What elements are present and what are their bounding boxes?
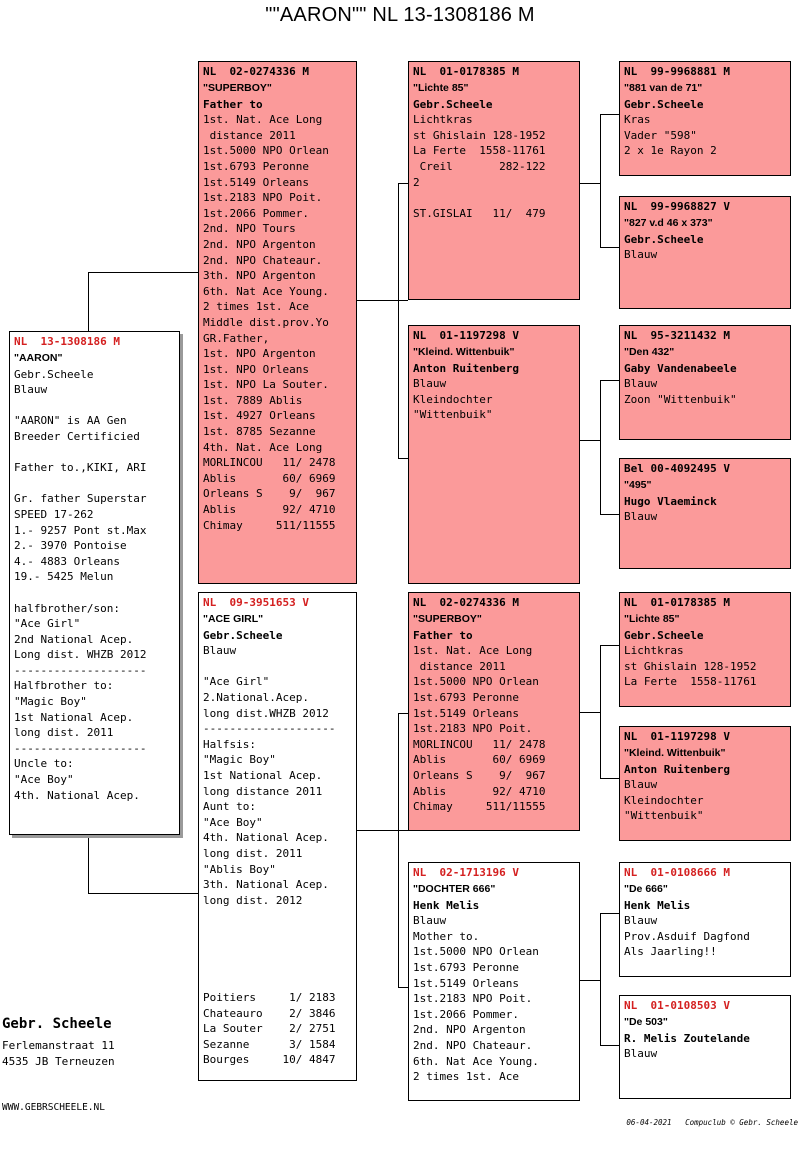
info-line: Gebr.Scheele [413, 97, 493, 111]
info-line: 6th. Nat Ace Young. [203, 284, 329, 298]
pigeon-name: "Kleind. Wittenbuik" [413, 346, 515, 358]
ring-number: NL 99-9968881 M [624, 65, 730, 78]
info-line: 1st.5149 Orleans [413, 706, 519, 720]
race-result: La Souter 2/ 2751 [203, 1022, 336, 1036]
info-line: 1st.2183 NPO Poit. [413, 992, 533, 1006]
info-line: 1st.6793 Peronne [203, 159, 309, 173]
dam-sire-dam-card [619, 726, 791, 841]
info-line: "Magic Boy" [14, 695, 87, 709]
info-line: distance 2011 [203, 128, 296, 142]
info-line: 1st National Acep. [203, 768, 323, 782]
info-line: ST.GISLAI 11/ 479 [413, 206, 546, 220]
info-line: Blauw [624, 510, 658, 524]
info-line: 1st. 4927 Orleans [203, 409, 316, 423]
connector-line [600, 645, 620, 646]
info-line: Blauw [624, 1047, 658, 1061]
connector-line [398, 987, 408, 988]
info-line: long dist. 2011 [14, 726, 114, 740]
connector-line [600, 380, 620, 381]
pigeon-name: "Lichte 85" [624, 613, 680, 625]
connector-line [600, 1045, 620, 1046]
info-line: Halfbrother to: [14, 679, 114, 693]
info-line: st Ghislain 128-1952 [624, 659, 757, 673]
info-line: 3th. National Acep. [203, 878, 329, 892]
ring-number: NL 01-0108666 M [624, 866, 730, 879]
info-line: 1st.6793 Peronne [413, 960, 519, 974]
connector-line [356, 830, 408, 831]
sire-sire-sire-card [619, 61, 791, 176]
info-line [14, 445, 175, 461]
info-line: 1st. NPO Orleans [203, 362, 309, 376]
info-line: 4th. Nat. Ace Long [203, 440, 323, 454]
connector-line [356, 300, 408, 301]
info-line: 3th. NPO Argenton [203, 269, 316, 283]
info-line: Gebr.Scheele [624, 232, 704, 246]
info-line: Ablis 60/ 6969 [413, 753, 546, 767]
info-line: MORLINCOU 11/ 2478 [203, 456, 336, 470]
ring-number: NL 99-9968827 V [624, 200, 730, 213]
connector-line [600, 114, 620, 115]
info-line: "Ablis Boy" [203, 862, 276, 876]
connector-line [580, 712, 600, 713]
connector-line [398, 713, 408, 714]
race-result: Chateauro 2/ 3846 [203, 1006, 336, 1020]
connector-line [600, 913, 601, 1046]
info-line: Gebr.Scheele [624, 628, 704, 642]
connector-line [580, 183, 600, 184]
sire-card [198, 61, 357, 584]
info-line: "Wittenbuik" [413, 408, 493, 422]
info-line: Blauw [624, 377, 658, 391]
info-line: 1st National Acep. [14, 710, 134, 724]
website-link[interactable]: WWW.GEBRSCHEELE.NL [2, 1102, 105, 1113]
race-result: Bourges 10/ 4847 [203, 1053, 336, 1067]
pigeon-name: "AARON" [14, 352, 63, 364]
info-line: La Ferte 1558-11761 [413, 144, 546, 158]
info-line: Lichtkras [624, 644, 684, 658]
info-line: Orleans S 9/ 967 [413, 768, 546, 782]
info-line: Kleindochter [624, 793, 704, 807]
info-line: 2nd National Acep. [14, 632, 134, 646]
info-line: 2 times 1st. Ace [413, 1070, 519, 1084]
info-line: 1st.5149 Orleans [413, 976, 519, 990]
info-line: Blauw [624, 914, 658, 928]
info-line: "Ace Girl" [203, 675, 270, 689]
pigeon-name: "495" [624, 479, 652, 491]
connector-line [88, 834, 89, 894]
info-line: Aunt to: [203, 800, 256, 814]
info-line: Blauw [624, 778, 658, 792]
ring-number: NL 09-3951653 V [203, 596, 309, 609]
info-line: Middle dist.prov.Yo [203, 315, 329, 329]
info-line: Zoon "Wittenbuik" [624, 392, 737, 406]
sire-sire-dam-card [619, 196, 791, 309]
pigeon-name: "De 503" [624, 1016, 668, 1028]
info-line: Ablis 92/ 4710 [413, 784, 546, 798]
info-line: -------------------- [203, 722, 336, 736]
info-line: 1st.5000 NPO Orlean [413, 675, 539, 689]
info-line: 1st.5000 NPO Orlean [203, 144, 329, 158]
sire-dam-sire-card [619, 325, 791, 440]
info-line: long distance 2011 [203, 784, 323, 798]
info-line: Ablis 60/ 6969 [203, 471, 336, 485]
connector-line [600, 114, 601, 248]
pigeon-name: "Den 432" [624, 346, 675, 358]
info-line: 1st. Nat. Ace Long [203, 113, 323, 127]
info-line: Orleans S 9/ 967 [203, 487, 336, 501]
info-line: halfbrother/son: [14, 601, 120, 615]
info-line: Kras [624, 113, 651, 127]
info-line: Blauw [413, 377, 447, 391]
pigeon-name: "SUPERBOY" [203, 82, 272, 94]
info-line: long dist. 2011 [203, 846, 303, 860]
info-line: Lichtkras [413, 113, 473, 127]
sire-sire-card [408, 61, 580, 300]
info-line: 2.- 3970 Pontoise [14, 539, 127, 553]
ring-number: NL 02-1713196 V [413, 866, 519, 879]
connector-line [600, 913, 620, 914]
ring-number: NL 13-1308186 M [14, 335, 120, 348]
info-line: Gebr.Scheele [203, 628, 283, 642]
info-line: 2nd. NPO Argenton [203, 237, 316, 251]
info-line: distance 2011 [413, 659, 506, 673]
info-line: Anton Ruitenberg [624, 762, 730, 776]
ring-number: NL 01-1197298 V [624, 730, 730, 743]
ring-number: NL 02-0274336 M [203, 65, 309, 78]
info-line: 2nd. NPO Chateaur. [413, 1038, 533, 1052]
dam-dam-sire-card [619, 862, 791, 977]
info-line: Blauw [14, 383, 48, 397]
info-line: 2 [413, 175, 420, 189]
connector-line [600, 645, 601, 779]
ring-number: NL 01-1197298 V [413, 329, 519, 342]
info-line: 2nd. NPO Argenton [413, 1023, 526, 1037]
info-line: 1st.5149 Orleans [203, 175, 309, 189]
info-line: 1st. 8785 Sezanne [203, 425, 316, 439]
pigeon-name: "Lichte 85" [413, 82, 469, 94]
info-line: -------------------- [14, 741, 147, 755]
info-line: Uncle to: [14, 757, 74, 771]
connector-line [600, 778, 620, 779]
footer-credit: 06-04-2021 Compuclub © Gebr. Scheele [626, 1118, 798, 1127]
pigeon-name: "827 v.d 46 x 373" [624, 217, 713, 229]
info-line: Henk Melis [413, 898, 480, 912]
dam-sire-card [408, 592, 580, 831]
info-line: "Magic Boy" [203, 753, 276, 767]
info-line: 1.- 9257 Pont st.Max [14, 523, 147, 537]
info-line: Gebr.Scheele [14, 367, 94, 381]
dam-card [198, 592, 357, 1081]
connector-line [398, 458, 408, 459]
connector-line [600, 380, 601, 515]
info-line: Gaby Vandenabeele [624, 361, 737, 375]
sire-dam-dam-card [619, 458, 791, 569]
info-line: Ablis 92/ 4710 [203, 503, 336, 517]
info-line: long dist. 2012 [203, 893, 303, 907]
info-line: R. Melis Zoutelande [624, 1031, 750, 1045]
info-line: Breeder Certificied [14, 429, 140, 443]
info-line [203, 659, 352, 675]
info-line: 2nd. NPO Tours [203, 222, 296, 236]
ring-number: NL 95-3211432 M [624, 329, 730, 342]
race-result: Poitiers 1/ 2183 [203, 991, 336, 1004]
info-line: Anton Ruitenberg [413, 361, 519, 375]
info-line: Blauw [413, 914, 447, 928]
dam-results [203, 990, 357, 1068]
info-line: Blauw [203, 644, 237, 658]
connector-line [600, 247, 620, 248]
info-line: Long dist. WHZB 2012 [14, 648, 147, 662]
info-line: 4th. National Acep. [14, 788, 140, 802]
info-line [14, 585, 175, 601]
info-line: Mother to. [413, 929, 480, 943]
info-line: Halfsis: [203, 737, 256, 751]
connector-line [88, 272, 89, 332]
info-line: Gebr.Scheele [624, 97, 704, 111]
info-line: La Ferte 1558-11761 [624, 675, 757, 689]
pigeon-name: "DOCHTER 666" [413, 883, 496, 895]
info-line: 1st.2066 Pommer. [413, 1007, 519, 1021]
info-line: 1st. NPO La Souter. [203, 378, 329, 392]
info-line: Vader "598" [624, 128, 697, 142]
ring-number: Bel 00-4092495 V [624, 462, 730, 475]
breeder-city: 4535 JB Terneuzen [2, 1055, 115, 1068]
info-line [413, 190, 575, 206]
connector-line [88, 272, 199, 273]
pigeon-name: "De 666" [624, 883, 668, 895]
info-line: 2nd. NPO Chateaur. [203, 253, 323, 267]
connector-line [398, 183, 408, 184]
info-line: 1st.2183 NPO Poit. [413, 722, 533, 736]
info-line: Chimay 511/11555 [203, 518, 336, 532]
connector-line [580, 440, 600, 441]
race-result: Sezanne 3/ 1584 [203, 1037, 336, 1051]
ring-number: NL 01-0178385 M [624, 596, 730, 609]
info-line: 4th. National Acep. [203, 831, 329, 845]
ring-number: NL 01-0108503 V [624, 999, 730, 1012]
info-line: "Ace Boy" [14, 773, 74, 787]
info-line: Hugo Vlaeminck [624, 494, 717, 508]
info-line: Kleindochter [413, 392, 493, 406]
info-line: SPEED 17-262 [14, 507, 94, 521]
info-line: "Wittenbuik" [624, 809, 704, 823]
info-line: -------------------- [14, 663, 147, 677]
info-line: 2 x 1e Rayon 2 [624, 144, 717, 158]
ring-number: NL 02-0274336 M [413, 596, 519, 609]
info-line: 1st.6793 Peronne [413, 690, 519, 704]
info-line: Father to.,KIKI, ARI [14, 461, 147, 475]
info-line: long dist.WHZB 2012 [203, 706, 329, 720]
info-line: Als Jaarling!! [624, 945, 717, 959]
pigeon-name: "SUPERBOY" [413, 613, 482, 625]
info-line: 6th. Nat Ace Young. [413, 1054, 539, 1068]
info-line: GR.Father, [203, 331, 270, 345]
connector-line [398, 183, 399, 459]
info-line [14, 476, 175, 492]
info-line: 4.- 4883 Orleans [14, 554, 120, 568]
connector-line [398, 713, 399, 988]
info-line: Chimay 511/11555 [413, 800, 546, 814]
info-line: 1st. Nat. Ace Long [413, 644, 533, 658]
subject-pigeon-card [9, 331, 180, 835]
info-line: Father to [203, 97, 263, 111]
info-line: Blauw [624, 248, 658, 262]
connector-line [580, 980, 600, 981]
dam-sire-sire-card [619, 592, 791, 707]
breeder-info [2, 1014, 115, 1070]
breeder-name: Gebr. Scheele [2, 1016, 112, 1032]
info-line: "AARON" is AA Gen [14, 414, 127, 428]
info-line: 1st. NPO Argenton [203, 347, 316, 361]
pigeon-name: "Kleind. Wittenbuik" [624, 747, 726, 759]
info-line: Gr. father Superstar [14, 492, 147, 506]
info-line: Father to [413, 628, 473, 642]
breeder-street: Ferlemanstraat 11 [2, 1039, 115, 1052]
info-line: Prov.Asduif Dagfond [624, 929, 750, 943]
connector-line [600, 514, 620, 515]
sire-dam-card [408, 325, 580, 584]
page-title: ""AARON"" NL 13-1308186 M [265, 4, 535, 26]
info-line: Creil 282-122 [413, 159, 546, 173]
info-line: 1st. 7889 Ablis [203, 393, 303, 407]
info-line: "Ace Girl" [14, 617, 81, 631]
connector-line [88, 893, 199, 894]
dam-dam-dam-card [619, 995, 791, 1099]
dam-dam-card [408, 862, 580, 1101]
pigeon-name: "881 van de 71" [624, 82, 703, 94]
info-line: 19.- 5425 Melun [14, 570, 114, 584]
info-line: MORLINCOU 11/ 2478 [413, 737, 546, 751]
info-line: st Ghislain 128-1952 [413, 128, 546, 142]
info-line: "Ace Boy" [203, 815, 263, 829]
info-line [14, 398, 175, 414]
ring-number: NL 01-0178385 M [413, 65, 519, 78]
info-line: 1st.2066 Pommer. [203, 206, 309, 220]
info-line: 1st.2183 NPO Poit. [203, 191, 323, 205]
info-line: 2 times 1st. Ace [203, 300, 309, 314]
info-line: 2.National.Acep. [203, 690, 309, 704]
pigeon-name: "ACE GIRL" [203, 613, 264, 625]
info-line: Henk Melis [624, 898, 691, 912]
info-line: 1st.5000 NPO Orlean [413, 945, 539, 959]
